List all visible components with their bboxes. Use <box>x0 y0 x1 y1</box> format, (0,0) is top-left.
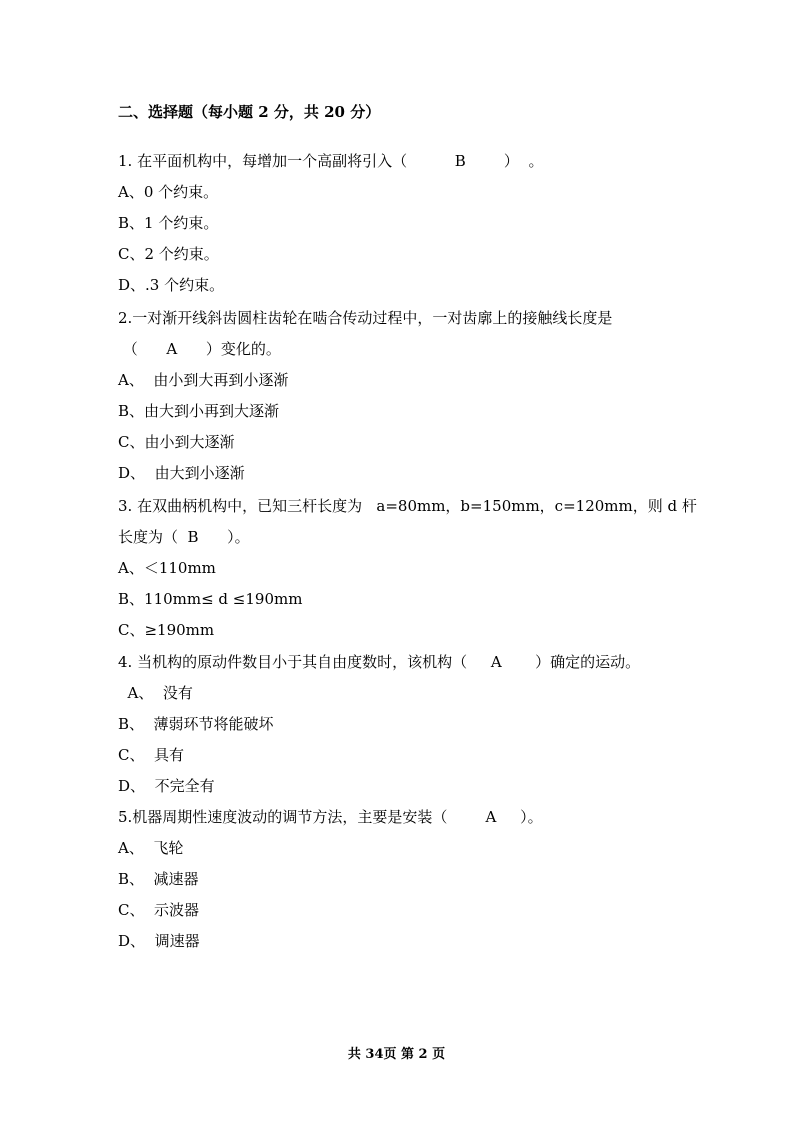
question-2-option-a: A、 由小到大再到小逐渐 <box>118 371 289 389</box>
question-4-option-c: C、 具有 <box>118 746 185 764</box>
question-4-option-a: A、 没有 <box>118 684 193 702</box>
question-2-option-d: D、 由大到小逐渐 <box>118 464 245 482</box>
question-2-option-b: B、由大到小再到大逐渐 <box>118 402 280 420</box>
question-3-option-c: C、≥190mm <box>118 621 215 639</box>
section-title: 二、选择题（每小题 2 分，共 20 分） <box>118 103 381 121</box>
question-2-stem: 2.一对渐开线斜齿圆柱齿轮在啮合传动过程中，一对齿廓上的接触线长度是 <box>118 309 613 327</box>
question-5-option-c: C、 示波器 <box>118 901 200 919</box>
question-1-stem: 1. 在平面机构中，每增加一个高副将引入（ B ） 。 <box>118 152 544 170</box>
question-3-option-b: B、110mm≤ d ≤190mm <box>118 590 303 608</box>
question-4-stem: 4. 当机构的原动件数目小于其自由度数时，该机构（ A ）确定的运动。 <box>118 653 641 671</box>
question-5-option-b: B、 减速器 <box>118 870 199 888</box>
question-1-option-b: B、1 个约束。 <box>118 214 219 232</box>
question-3-option-a: A、＜110mm <box>118 559 216 577</box>
question-3-stem-continued: 长度为（ B ）。 <box>118 528 250 546</box>
question-1-option-a: A、0 个约束。 <box>118 183 219 201</box>
question-4-option-d: D、 不完全有 <box>118 777 215 795</box>
page-footer: 共 34页 第 2 页 <box>347 1047 446 1062</box>
question-1-option-d: D、.3 个约束。 <box>118 276 225 294</box>
question-5-option-d: D、 调速器 <box>118 932 200 950</box>
question-2-option-c: C、由小到大逐渐 <box>118 433 235 451</box>
question-4-option-b: B、 薄弱环节将能破坏 <box>118 715 274 733</box>
question-2-stem-continued: （ A ）变化的。 <box>118 340 281 358</box>
question-5-stem: 5.机器周期性速度波动的调节方法，主要是安装（ A ）。 <box>118 808 543 826</box>
question-1-option-c: C、2 个约束。 <box>118 245 219 263</box>
question-3-stem: 3. 在双曲柄机构中，已知三杆长度为 a=80mm，b=150mm，c=120mm，则 d 杆 <box>118 497 697 515</box>
question-5-option-a: A、 飞轮 <box>118 839 184 857</box>
